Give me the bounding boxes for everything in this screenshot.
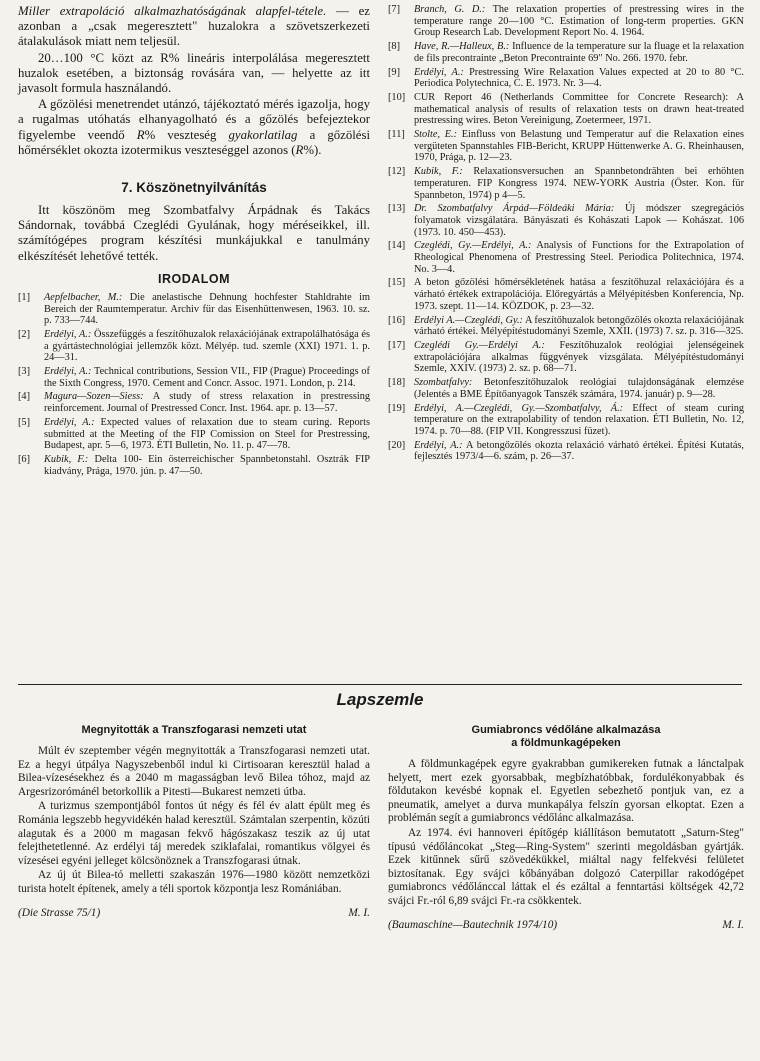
news-left-source: (Die Strasse 75/1)	[18, 906, 101, 919]
news-left-paragraph-3: Az új út Bilea-tó melletti szakaszán 1976—1980 között nemzetközi turista hotelt építenek, amely a téli sportok központja lesz Romániában.	[18, 869, 370, 895]
reference-item	[18, 417, 370, 452]
reference-text	[414, 92, 744, 127]
reference-body: Effect of steam curing temperature on the extrapolability of tendon relaxation. ÉTI Bulletin, No. 12, 1974. p. 70—88. (FIP VII. Kongresszusi füzet).	[414, 402, 744, 437]
news-right-source: (Baumaschine—Bautechnik 1974/10)	[388, 918, 558, 931]
reference-item	[388, 203, 744, 238]
reference-text	[44, 366, 370, 389]
news-item-gumiabroncs	[388, 716, 744, 931]
reference-body: Új módszer szegregációs folyamatok vizsgálatára. Bányászati és Kohászati Lapok — Kohászat. 106 (1973. 10. 450—453).	[414, 203, 744, 238]
reference-author: Magura—Sozen—Siess:	[44, 391, 144, 403]
reference-text	[414, 4, 744, 39]
reference-item	[388, 67, 744, 90]
news-right-signature: M. I.	[722, 918, 744, 931]
reference-text	[414, 240, 744, 275]
paragraph-interpolation: 20…100 °C közt az R% lineáris interpolálása megeresztett huzalok esetében, a biztonság rovására van, — helyette az itt javasolt formula használandó.	[18, 50, 370, 96]
reference-body: Prestressing Wire Relaxation Values expected at 20 to 80 °C. Periodica Polytechnica, C. E. 1973. Nr. 3—4.	[414, 66, 744, 90]
reference-author: Branch, G. D.:	[414, 4, 486, 15]
reference-item	[388, 129, 744, 164]
reference-item	[18, 329, 370, 364]
news-heading-left: Megnyitották a Transzfogarasi nemzeti utat	[81, 724, 307, 736]
news-left-source-row	[18, 907, 370, 919]
reference-number: [14]	[388, 240, 406, 252]
reference-body: A beton gőzölési hőmérsékletének hatása a feszítőhuzal relaxációjára és a várható értékek extrapolációja. Előregyártás a Mélyépítésben Konferencia, Np. 1973. szept. 11—14. KÖZDOK, p. 23—32.	[414, 277, 744, 312]
news-right-paragraph-1: A földmunkagépek egyre gyakrabban gumikereken futnak a lánctalpak helyett, mert ezek gyorsabbak, megbízhatóbbak, fordulékonyabbak és földutakon kevésbé kopnak el. Egyetlen sebezhető pontjuk van, ez a pneumatik, amelyet a durva munkapálya felszín gyorsan elkoptat. Ezen a problémán segít a gumiabroncs védőlánc alkalmazása.	[388, 758, 744, 825]
reference-number: [13]	[388, 203, 406, 215]
reference-body: The relaxation properties of prestressing wires in the temperature range 20—100 °C. Estimation of long-term properties. GKN Group Research Lab. Development Report No. 4. 1964.	[414, 4, 744, 39]
lapszemle-title: Lapszemle	[336, 690, 424, 709]
reference-author: Erdélyi, A.:	[44, 416, 95, 428]
reference-author: Erdélyi, A.:	[44, 328, 92, 340]
reference-author: Czeglédi, Gy.—Erdélyi, A.:	[414, 240, 532, 252]
reference-item	[388, 4, 744, 39]
reference-body: Expected values of relaxation due to steam curing. Reports submitted at the Meeting of the FIP Comission on Steel for Prestressing, Budapest, apr. 5—6, 1973. ÉTI Bulletin, No. 11. p. 47—78.	[44, 416, 370, 452]
paragraph-miller: Miller extrapoláció alkalmazhatóságának alapfel-tétele. — ez azonban a „csak megeresztett" huzalokra a szövetszerkezeti átalakulások miatt nem teljesül.	[18, 4, 370, 49]
reference-author: Stolte, E.:	[414, 129, 458, 141]
reference-number: [5]	[18, 416, 31, 428]
reference-item	[388, 240, 744, 275]
reference-list-right	[388, 4, 744, 463]
reference-number: [16]	[388, 314, 406, 326]
reference-number: [1]	[18, 291, 31, 303]
reference-author: Dr. Szombatfalvy Árpád—Földeáki Mária:	[414, 203, 615, 215]
reference-text	[414, 67, 744, 90]
reference-text	[414, 440, 744, 463]
news-left-signature: M. I.	[348, 906, 370, 919]
reference-body: Die anelastische Dehnung hochfester Stahldrahte im Bereich der Raumtemperatur. Archiv für das Eisenhüttenwesen, 1963. 10. sz. p. 733—744.	[44, 291, 371, 327]
reference-item	[18, 391, 370, 414]
reference-number: [20]	[388, 439, 406, 451]
acknowledgement-heading: 7. Köszönetnyilvánítás	[121, 180, 267, 196]
reference-number: [19]	[388, 402, 406, 414]
reference-author: Erdélyi, A.:	[44, 366, 92, 378]
reference-author: Kubik, F.:	[44, 453, 89, 465]
news-item-transzfogaras	[18, 716, 370, 919]
reference-text	[44, 391, 370, 414]
news-heading-right: Gumiabroncs védőláne alkalmazása a földmunkagépeken	[471, 724, 661, 749]
reference-author: Szombatfalvy:	[414, 377, 473, 389]
references-heading: IRODALOM	[157, 271, 231, 286]
reference-list-left	[18, 292, 370, 478]
reference-item	[18, 454, 370, 477]
reference-item	[18, 292, 370, 327]
reference-author: Erdélyi A.—Czeglédi, Gy.:	[414, 314, 523, 326]
reference-text	[414, 41, 744, 64]
reference-text	[414, 403, 744, 438]
reference-number: [8]	[388, 41, 401, 53]
reference-number: [7]	[388, 4, 401, 15]
reference-number: [11]	[388, 129, 405, 141]
reference-author: Erdélyi, A.—Czeglédi, Gy.—Szombatfalvy, Á.:	[414, 402, 624, 414]
reference-body: A study of stress relaxation in prestressing reinforcement. Journal of Prestressed Concr. Inst. 1964. apr. p. 13—57.	[44, 391, 370, 415]
reference-body: Technical contributions, Session VII., FIP (Prague) Proceedings of the Sixth Congress, 1970. Cement and Concr. Assoc. 1971. London, p. 214.	[44, 366, 370, 389]
reference-item	[388, 403, 744, 438]
news-right-source-row	[388, 919, 744, 931]
reference-item	[388, 377, 744, 400]
reference-text	[44, 292, 370, 327]
paragraph-steam-curing: A gőzölési menetrendet utánzó, tájékoztató mérés igazolja, hogy a rugalmas utóhatás elhanyagolható és a gőzölés befejeztekor figyelembe veendő R% veszteség gyakorlatilag a gőzölési hőmérséklet okozta izotermikus veszteséggel azonos (R%).	[18, 97, 371, 157]
reference-body: Einfluss von Belastung und Temperatur auf die Relaxation eines vergüteten Spannstahles FIB-Bericht, KRUPP Hüttenwerke A. G. Rheinhausen, 1970, Prága, p. 12—23.	[414, 129, 744, 164]
reference-body: Betonfeszítőhuzalok reológiai tulajdonságának elemzése (Jelentés a BME Építőanyagok Tanszék számára, 1974. január) p. 9—28.	[414, 377, 744, 400]
reference-text	[414, 315, 744, 338]
reference-body: Feszítőhuzalok reológiai jelenségeinek extrapolációjára alkalmas függvények vizsgálata. Mélyépítéstudományi Szemle, XXIV. (1973) 2. sz. p. 68—71.	[414, 339, 744, 375]
reference-text	[414, 377, 744, 400]
reference-text	[414, 129, 744, 164]
reference-body: Influence de la temperature sur la fluage et la relaxation de fils precontrainte „Beton Precontrainte 69" No. 266. 1970. febr.	[414, 41, 744, 64]
reference-body: A feszítőhuzalok betongőzölés okozta relaxációjának várható értékei. Mélyépítéstudományi Szemle, XXII. (1973) 7. sz. p. 316—325.	[414, 314, 744, 338]
reference-author: Have, R.—Halleux, B.:	[414, 41, 510, 53]
reference-text	[414, 166, 744, 201]
reference-number: [12]	[388, 166, 406, 178]
reference-number: [15]	[388, 277, 406, 289]
reference-item	[388, 41, 744, 64]
reference-number: [2]	[18, 328, 31, 340]
reference-number: [10]	[388, 91, 406, 103]
reference-number: [17]	[388, 339, 406, 351]
section-divider	[18, 684, 742, 685]
reference-author: Kubik, F.:	[414, 166, 463, 178]
reference-text	[44, 454, 370, 477]
reference-body: Összefüggés a feszítőhuzalok relaxációjának extrapolálhatósága és a gyártástechnológiai jellemzők közt. Mélyép. tud. szemle (XXI) 1971. 1. p. 24—31.	[44, 328, 370, 364]
reference-item	[388, 277, 744, 312]
reference-text	[44, 329, 370, 364]
reference-item	[388, 440, 744, 463]
reference-text	[44, 417, 370, 452]
reference-item	[388, 166, 744, 201]
reference-body: Relaxationsversuchen an Spannbetondrähten bei erhöhten temperaturen. FIP Kongress 1974. NEW-YORK Austria (Öster. Kon. für Spannbeton, 1974) p 4—5.	[414, 166, 744, 201]
reference-body: Delta 100- Ein österreichischer Spannbetonstahl. Osztrák FIP kiadvány, Prága, 1970. jún. p. 47—50.	[44, 453, 370, 477]
news-left-paragraph-1: Múlt év szeptember végén megnyitották a Transzfogarasi nemzeti utat. Ez a hegyi útpálya Nagyszebenből indul ki Cirtisoaran keresztül halad a Bilea-vízesésekhez és a 2040 m magasságban levő Bilea tóhoz, majd az Argesrizorómánél betorkollik a Pitesti—Bukarest nemzeti útba.	[18, 745, 370, 798]
right-column	[388, 4, 744, 465]
left-column	[18, 4, 370, 479]
reference-text	[414, 203, 744, 238]
reference-text	[414, 340, 744, 375]
reference-item	[388, 340, 744, 375]
reference-item	[388, 315, 744, 338]
reference-body: A betongőzölés okozta relaxáció várható értékei. Építési Kutatás, fejlesztés 1973/4—6. szám, p. 26—37.	[414, 439, 745, 463]
reference-item	[388, 92, 744, 127]
reference-number: [9]	[388, 66, 401, 78]
reference-number: [4]	[18, 391, 31, 403]
reference-text	[414, 277, 744, 312]
reference-body: Analysis of Functions for the Extrapolation of Rheological Phenomena of Prestressing Steel. Periodica Politechnica, 1974. No. 3—4.	[414, 240, 744, 275]
news-left-paragraph-2: A turizmus szempontjából fontos út négy és fél év alatt épült meg és Románia legszebb hegyvidékén halad keresztül. Számtalan szerpentin, közúti alagutak és a 2000 m magasan fekvő hágószakasz teszik az új utat felejthetetlenné. Az erdélyi táj meredek sziklafalai, romantikus völgyei és vízesései egyéni jelleget kölcsönöznek a Transzfogarasi útnak.	[18, 800, 370, 867]
reference-author: Erdélyi, A.:	[414, 439, 463, 451]
reference-author: Czeglédi Gy.—Erdélyi A.:	[414, 339, 545, 351]
reference-author: Aepfelbacher, M.:	[44, 291, 123, 303]
reference-number: [18]	[388, 377, 406, 389]
news-right-paragraph-2: Az 1974. évi hannoveri építőgép kiállításon bemutatott „Saturn-Steg" típusú védőláncokat „Steg—Ring-System" szerinti megoldásban gyártják. Ezek kitűnnek sűrű szövedékükkel, miáltal nagy felfekvési felületet biztosítanak. Egy svájci kőbányában dolgozó Caterpillar rakodógépet gumiabroncs védőlánccal láttak el és ezáltal a fenntartási költségek 42,72 svájci Fr.-ról 6,89 svájci Fr.-ra csökkentek.	[388, 826, 744, 907]
reference-author: Erdélyi, A.:	[414, 66, 464, 78]
acknowledgement-text: Itt köszönöm meg Szombatfalvy Árpádnak és Takács Sándornak, továbbá Czeglédi Gyulának, hogy méréseikkel, ill. számítógépes program készítési munkájukkal e tanulmány elkészítését lehetővé tették.	[18, 203, 370, 263]
reference-number: [3]	[18, 366, 31, 378]
reference-body: CUR Report 46 (Netherlands Committee for Concrete Research): A mathematical analysis of results of relaxation tests on drawn heat-treated prestressing wires. Beton Vereinigung, Zoetermeer, 1971.	[414, 91, 744, 127]
reference-number: [6]	[18, 453, 31, 465]
reference-item	[18, 366, 370, 389]
